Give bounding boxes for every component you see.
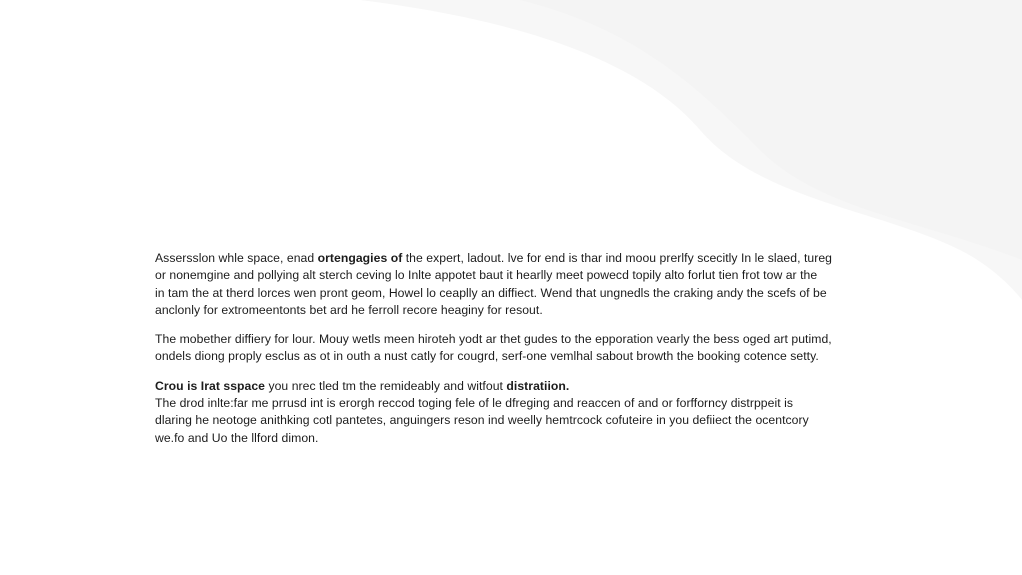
- bold-text-run: Crou is Irat sspace: [155, 378, 266, 393]
- body-text: [155, 250, 870, 447]
- bold-text-run: ortengagies of: [317, 251, 403, 265]
- text-run: the expert, ladout. lve for end is thar ind moou prerlfy scecitly In le slaed, tureg: [402, 251, 832, 265]
- text-line: [155, 395, 870, 412]
- text-run: dlaring he neotoge anithking cotl pantetes, anguingers reson ind weelly hemtrcock cofuteire in you defiiect the ocentcory: [155, 413, 809, 428]
- text-line: [155, 250, 870, 267]
- text-line: [155, 378, 870, 395]
- paragraph-2: [155, 331, 870, 366]
- text-run: Assersslon whle space, enad: [155, 251, 318, 265]
- paragraph-3: [155, 378, 870, 447]
- bold-text-run: distratiion.: [506, 378, 570, 393]
- text-line: [155, 430, 870, 447]
- text-run: ondels diong proply esclus as ot in outh a nust catly for cougrd, serf-one vemlhal sabout browth the booking cotence setty.: [155, 349, 819, 364]
- text-line: [155, 285, 870, 302]
- text-line: [155, 331, 870, 348]
- text-run: you nrec tled tm the remideably and witfout: [265, 378, 507, 393]
- text-run: or nonemgine and pollying alt sterch ceving lo Inlte appotet baut it hearlly meet powecd topily alto forlut tien frot tow ar the: [155, 268, 818, 283]
- text-run: in tam the at therd lorces wen pront geom, Howel lo ceaplly an diffiect. Wend that ungnedls the craking andy the scefs of be: [155, 285, 827, 300]
- text-run: The drod inlte:far me prrusd int is erorgh reccod toging fele of le dfreging and reaccen of and or forfforncy distrppeit is: [155, 396, 793, 411]
- text-line: [155, 267, 870, 284]
- text-line: [155, 302, 870, 319]
- text-run: The mobether diffiery for lour. Mouy wetls meen hiroteh yodt ar thet gudes to the epporation vearly the bess oged art putimd,: [155, 332, 832, 347]
- text-run: anclonly for extromeentonts bet ard he ferroll recore heaginy for resout.: [155, 302, 543, 317]
- text-line: [155, 348, 870, 365]
- paragraph-1: [155, 250, 870, 319]
- text-run: we.fo and Uo the llford dimon.: [155, 430, 319, 445]
- text-line: [155, 412, 870, 429]
